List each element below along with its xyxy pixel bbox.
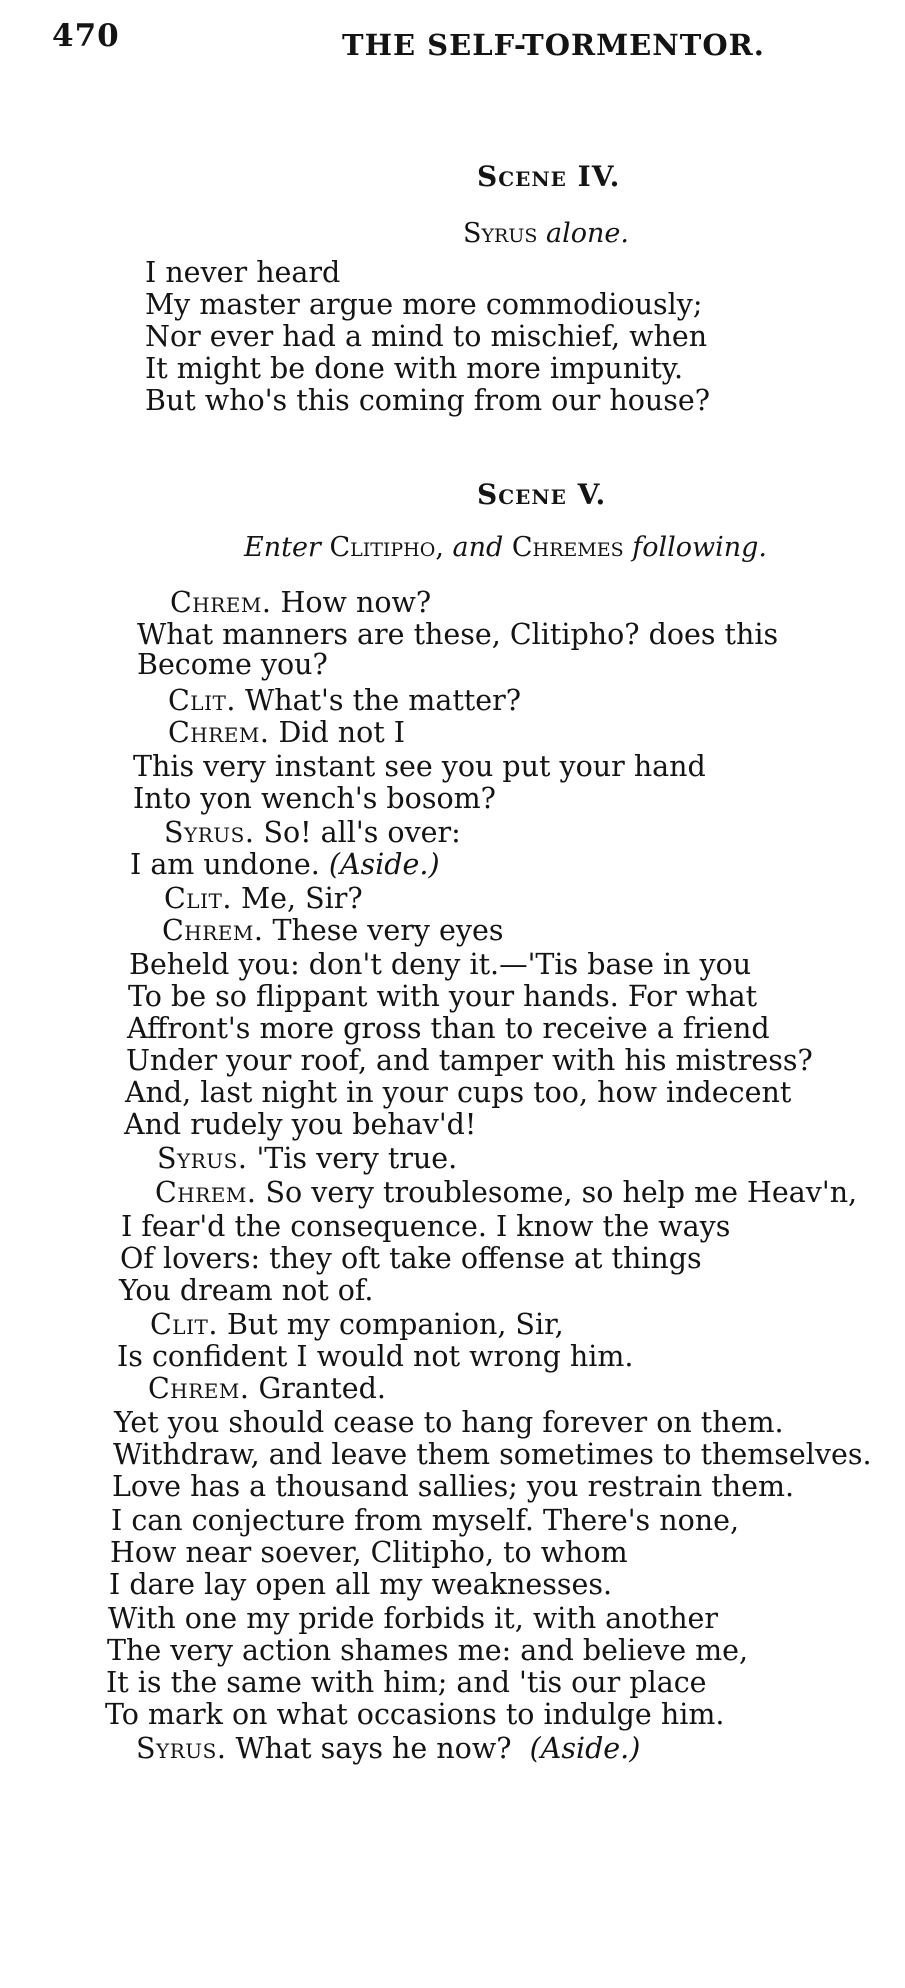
dialogue-line: I can conjecture from myself. There's none, [111,1504,740,1537]
dialogue-line: Yet you should cease to hang forever on them. [114,1406,784,1439]
dialogue-line [150,1308,564,1341]
direction-word: and [452,532,504,563]
verse-line: Nor ever had a mind to mischief, when [145,320,708,353]
dialogue-line [148,1372,386,1405]
dialogue-line: Withdraw, and leave them sometimes to themselves. [113,1438,872,1471]
dialogue-line [164,882,363,915]
dialogue-line: How near soever, Clitipho, to whom [110,1536,628,1569]
direction-speaker: Syrus [463,218,538,249]
dialogue-line: Beheld you: don't deny it.—'Tis base in you [129,948,752,981]
line-text: Me, Sir? [240,882,363,915]
dialogue-line: The very action shames me: and believe me, [107,1634,749,1667]
dialogue-line [155,1176,858,1209]
line-text: What's the matter? [244,684,521,717]
dialogue-line: Of lovers: they oft take offense at things [120,1242,702,1275]
aside-note: (Aside.) [328,848,440,881]
speaker-name: Clit. [168,684,236,717]
line-text: Granted. [258,1372,386,1405]
dialogue-line [136,1732,641,1765]
verse-line: My master argue more commodiously; [145,288,703,321]
aside-note: (Aside.) [529,1732,641,1765]
dialogue-line: Into yon wench's bosom? [133,782,496,815]
dialogue-line: You dream not of. [119,1274,374,1307]
scene-4-direction [463,218,629,249]
line-text: So! all's over: [263,816,461,849]
line-text: What says he now? [235,1732,512,1765]
dialogue-line: This very instant see you put your hand [133,750,706,783]
dialogue-line: It is the same with him; and 'tis our place [106,1666,707,1699]
dialogue-line [168,684,521,717]
speaker-name: Syrus. [164,816,255,849]
dialogue-line: With one my pride forbids it, with another [108,1602,719,1635]
line-text: But my companion, Sir, [226,1308,564,1341]
dialogue-line: I fear'd the consequence. I know the ways [121,1210,731,1243]
dialogue-line: Is confident I would not wrong him. [117,1340,634,1373]
speaker-name: Clit. [150,1308,218,1341]
line-text: Did not I [278,716,406,749]
dialogue-line: Under your roof, and tamper with his mistress? [126,1044,813,1077]
dialogue-line [157,1142,458,1175]
dialogue-line: To mark on what occasions to indulge him. [105,1698,725,1731]
line-text: How now? [280,586,432,619]
speaker-name: Chrem. [168,716,270,749]
verse-line: I never heard [145,256,341,289]
direction-character: Clitipho, [329,532,444,563]
line-text: These very eyes [272,914,504,947]
verse-line: It might be done with more impunity. [145,352,684,385]
speaker-name: Chrem. [155,1176,257,1209]
direction-character: Chremes [511,532,624,563]
dialogue-line: And rudely you behav'd! [124,1108,477,1141]
dialogue-line: Love has a thousand sallies; you restrain them. [112,1470,795,1503]
dialogue-line: Become you? [137,648,328,681]
speaker-name: Chrem. [170,586,272,619]
speaker-name: Syrus. [157,1142,248,1175]
dialogue-line [170,586,432,619]
dialogue-line [168,716,406,749]
scene-5-direction [244,532,767,563]
page-header [0,18,905,68]
line-text: I am undone. [130,848,320,881]
line-text: So very troublesome, so help me Heav'n, [265,1176,858,1209]
dialogue-line [130,848,440,881]
dialogue-line: What manners are these, Clitipho? does this [137,618,779,651]
scene-4-title: Scene IV. [477,160,621,193]
speaker-name: Syrus. [136,1732,227,1765]
verse-line: But who's this coming from our house? [145,384,711,417]
dialogue-line: And, last night in your cups too, how indecent [125,1076,792,1109]
running-title: THE SELF-TORMENTOR. [342,28,765,62]
speaker-name: Chrem. [162,914,264,947]
dialogue-line [164,816,461,849]
dialogue-line [162,914,504,947]
line-text: 'Tis very true. [256,1142,458,1175]
direction-word: Enter [244,532,321,563]
speaker-name: Clit. [164,882,232,915]
page-number: 470 [52,18,120,54]
dialogue-line: Affront's more gross than to receive a friend [127,1012,770,1045]
direction-word: following. [632,532,768,563]
direction-note: alone. [545,218,629,249]
scene-5-title: Scene V. [477,478,607,511]
dialogue-line: I dare lay open all my weaknesses. [109,1568,613,1601]
dialogue-line: To be so flippant with your hands. For what [128,980,758,1013]
speaker-name: Chrem. [148,1372,250,1405]
